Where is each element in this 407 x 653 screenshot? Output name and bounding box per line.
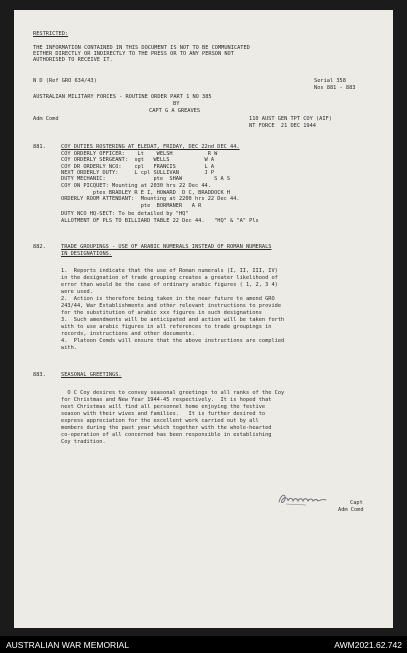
duty-line: ALLOTMENT OF PLS TO BILLIARD TABLE 22 Dec 44. "HQ" & "A" Pls [61, 218, 259, 224]
body-line: with. [61, 345, 77, 351]
document-page [14, 10, 393, 628]
duty-line: COY DUTIES ROSTERING AT ELEDAT, FRIDAY, DEC 22nd DEC 44. [61, 144, 240, 150]
notice-line: EITHER DIRECTLY OR INDIRECTLY TO THE PRESS OR TO ANY PERSON NOT [33, 51, 234, 57]
body-line: 243/44, War Establishments and other relevant instructions to provide [61, 303, 282, 309]
body-line: members during the past year which together with the whole-hearted [61, 425, 272, 431]
body-line: 3. Such amendments will be anticipated and action will be taken forth [61, 317, 285, 323]
footer-source: AUSTRALIAN WAR MEMORIAL [6, 640, 129, 650]
unit-name: 110 AUST GEN TPT COY (AIF) [249, 116, 332, 122]
body-line: O C Coy desires to convey seasonal greetings to all ranks of the Coy [61, 390, 285, 396]
duty-line: ptes BRADLEY R E I, HOWARD D C, BRADDOCK H [61, 190, 231, 196]
notice-line: THE INFORMATION CONTAINED IN THIS DOCUMENT IS NOT TO BE COMMUNICATED [33, 45, 250, 51]
body-line: next Christmas will find all personnel home enjoying the festive [61, 404, 266, 410]
archive-footer [0, 636, 407, 653]
body-line: season with their wives and families. It is further desired to [61, 411, 266, 417]
unit-left: Adm Comd [33, 116, 59, 122]
body-line: 2. Action is therefore being taken in the near future to amend GRO [61, 296, 275, 302]
section-heading: SEASONAL GREETINGS. [61, 372, 122, 378]
body-line: express appreciation for the excellent work carried out by all [61, 418, 259, 424]
body-line: 4. Platoon Comds will ensure that the above instructions are complied [61, 338, 285, 344]
body-line: co-operation of all concerned has been responsible in establishing [61, 432, 272, 438]
section-number: 881. [33, 144, 46, 150]
body-line: Coy tradition. [61, 439, 106, 445]
reference: N D (Ref GRO 634/43) [33, 78, 97, 84]
unit-date: NT FORCE 21 DEC 1944 [249, 123, 316, 129]
body-line: error than would be the case of ordinary arabic figures ( 1, 2, 3 4) [61, 282, 278, 288]
notice-line: AUTHORISED TO RECEIVE IT. [33, 57, 113, 63]
duty-line: DUTY NCO HQ-SECT: To be detailed by "HQ" [61, 211, 189, 217]
body-line: with to use arabic figures in all references to trade groupings in [61, 324, 272, 330]
signatory-unit: Adm Comd [338, 507, 364, 513]
body-line: 1. Reports indicate that the use of Roman numerals (I, II, III, IV) [61, 268, 278, 274]
section-heading: TRADE GROUPINGS - USE OF ARABIC NUMERALS INSTEAD OF ROMAN NUMERALS [61, 244, 272, 250]
body-line: were used. [61, 289, 93, 295]
order-numbers: Nos 881 - 883 [314, 85, 356, 91]
duty-line: pte BORMANER A R [61, 203, 202, 209]
duty-line: ORDERLY ROOM ATTENDANT: Mounting at 2200 hrs 22 Dec 44. [61, 196, 240, 202]
signature-image [276, 490, 332, 508]
body-line: in the designation of trade grouping creates a greater likelihood of [61, 275, 278, 281]
body-line: records, instructions and other documents. [61, 331, 195, 337]
signatory-rank: Capt [350, 500, 363, 506]
section-number: 882. [33, 244, 46, 250]
order-officer: CAPT G A GREAVES [149, 108, 201, 114]
duty-line: COY ORDERLY SERGEANT: sgt WELLS W A [61, 157, 215, 163]
body-line: for Christmas and New Year 1944-45 respectively. It is hoped that [61, 397, 272, 403]
duty-line: COY ON PICQUET: Mounting at 2030 hrs 22 Dec 44. [61, 183, 211, 189]
duty-line: NEXT ORDERLY DUTY: L cpl SULLIVAN J P [61, 170, 215, 176]
serial-number: Serial 358 [314, 78, 346, 84]
body-line: for the substitution of arabic xxx figures in such designations [61, 310, 262, 316]
duty-line: COY ORDERLY OFFICER: Lt WELSH R W [61, 151, 218, 157]
order-title-by: BY [173, 101, 180, 107]
section-heading: IN DESIGNATIONS. [61, 251, 113, 257]
duty-line: DUTY MECHANIC: pte SHAW S A S [61, 176, 231, 182]
restricted-label: RESTRICTED: [33, 31, 69, 37]
section-number: 883. [33, 372, 46, 378]
footer-catalogue-id: AWM2021.62.742 [334, 640, 402, 650]
order-title: AUSTRALIAN MILITARY FORCES - ROUTINE ORDER PART 1 NO 385 [33, 94, 212, 100]
duty-line: COY DR ORDERLY NCO: cpl FRANCIS L A [61, 164, 215, 170]
